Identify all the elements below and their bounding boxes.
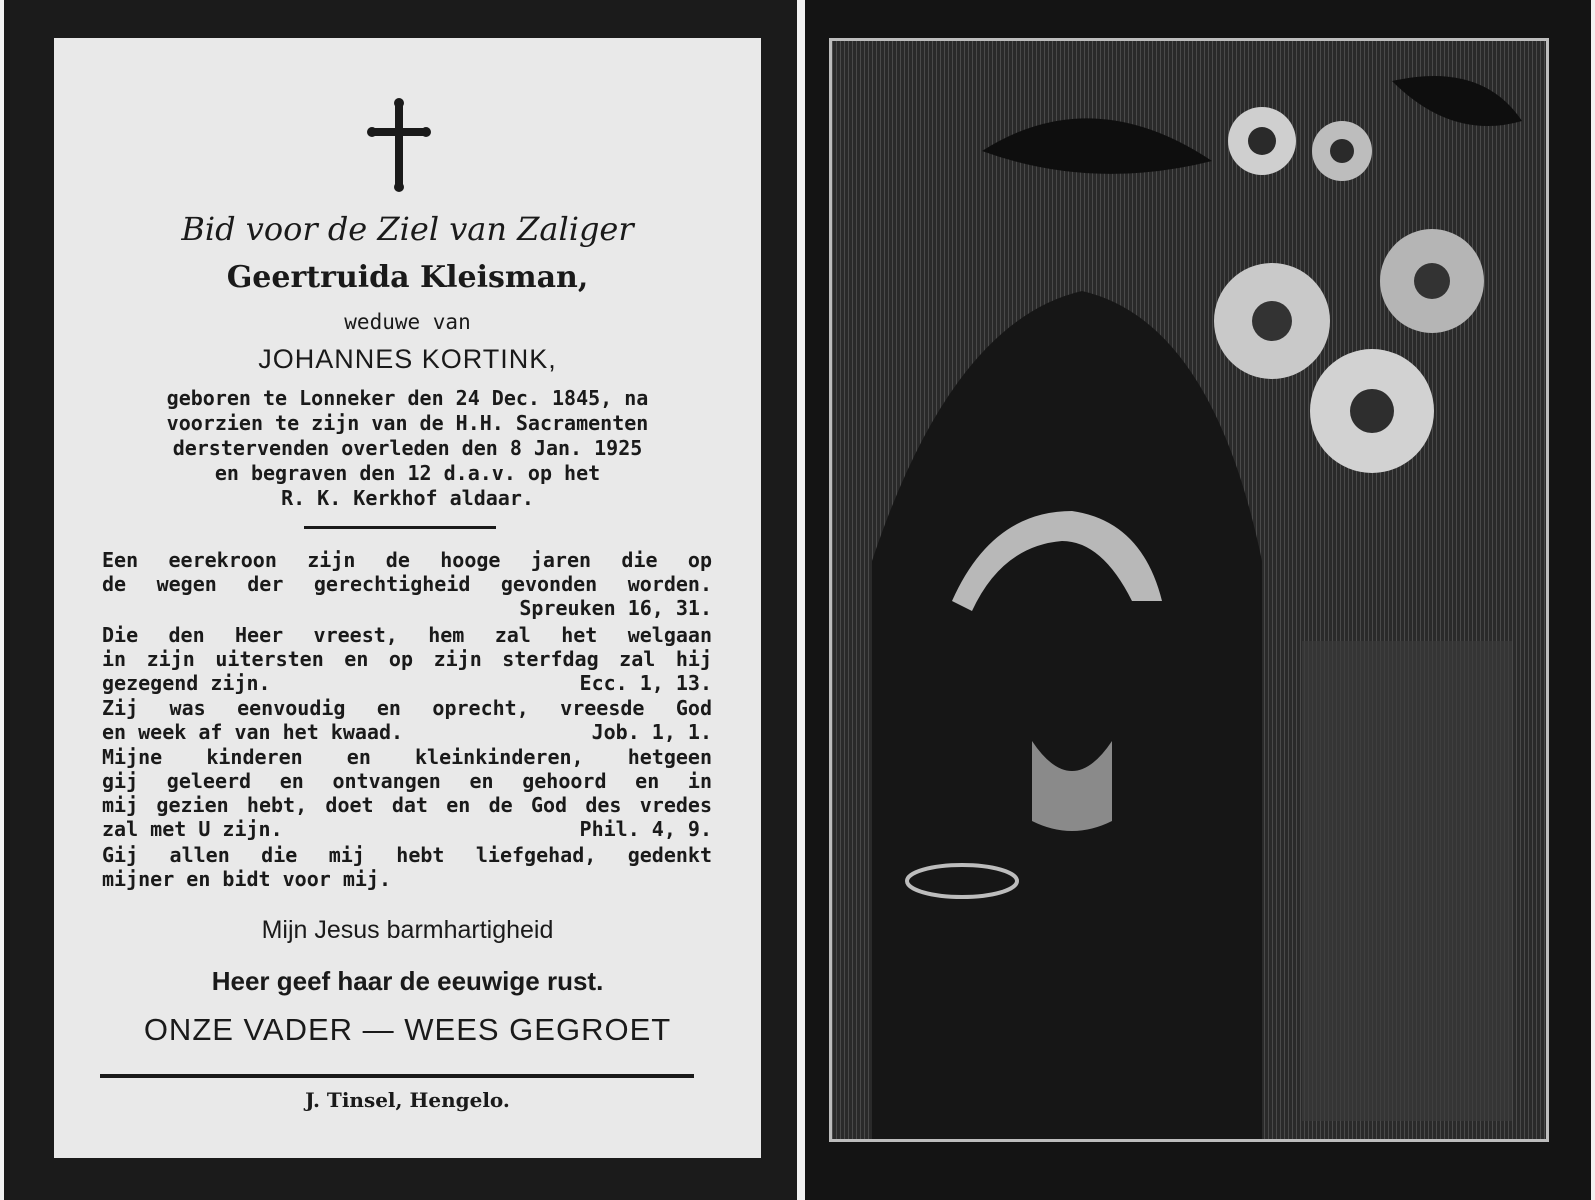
verse-reference: Phil. 4, 9. <box>579 817 712 841</box>
verse-line: in zijn uitersten en op zijn sterfdag zal hij <box>102 647 712 671</box>
heading: Bid voor de Ziel van Zaliger <box>181 210 634 248</box>
flower-icon <box>1380 229 1484 333</box>
flower-icon <box>1228 107 1296 175</box>
cross-icon <box>364 98 434 194</box>
verse-closing <box>102 843 712 891</box>
verse-line: de wegen der gerechtigheid gevonden worden. <box>102 572 712 596</box>
prayer-line: Mijn Jesus barmhartigheid <box>261 916 554 944</box>
flower-icon <box>1312 121 1372 181</box>
relation-text: weduwe van <box>344 310 471 334</box>
bio-line: derstervenden overleden den 8 Jan. 1925 <box>172 436 643 460</box>
verse-job <box>102 696 712 744</box>
verse-line: Mijne kinderen en kleinkinderen, hetgeen <box>102 745 712 769</box>
bio-line: en begraven den 12 d.a.v. op het <box>214 461 601 485</box>
verse-line: mij gezien hebt, doet dat en de God des vredes <box>102 793 712 817</box>
memorial-card-image-side <box>805 0 1591 1200</box>
prayer-line: ONZE VADER — WEES GEGROET <box>143 1012 672 1047</box>
prayer-line: Heer geef haar de eeuwige rust. <box>211 966 604 996</box>
devotional-image <box>829 38 1549 1142</box>
deceased-name: Geertruida Kleisman, <box>226 260 589 295</box>
verse-line: Een eerekroon zijn de hooge jaren die op <box>102 548 712 572</box>
verse-line: zal met U zijn. <box>102 817 283 841</box>
verse-line: Die den Heer vreest, hem zal het welgaan <box>102 623 712 647</box>
verse-philippians <box>102 745 712 841</box>
divider <box>304 526 496 529</box>
printer-credit: J. Tinsel, Hengelo. <box>305 1088 510 1112</box>
divider <box>100 1074 694 1078</box>
verse-reference: Spreuken 16, 31. <box>519 596 712 620</box>
memorial-card-text-side <box>4 0 797 1200</box>
verse-line: Gij allen die mij hebt liefgehad, gedenkt <box>102 843 712 867</box>
flower-icon <box>1214 263 1330 379</box>
verse-line: mijner en bidt voor mij. <box>102 867 391 891</box>
verse-line: en week af van het kwaad. <box>102 720 404 744</box>
verse-reference: Job. 1, 1. <box>591 720 712 744</box>
card-text-page <box>54 38 761 1158</box>
verse-spreuken <box>102 548 712 620</box>
verse-ecclesiastes <box>102 623 712 695</box>
bio-line: R. K. Kerkhof aldaar. <box>281 486 534 510</box>
spouse-name: JOHANNES KORTINK, <box>258 344 557 374</box>
verse-reference: Ecc. 1, 13. <box>579 671 712 695</box>
verse-line: gezegend zijn. <box>102 671 271 695</box>
bio-line: geboren te Lonneker den 24 Dec. 1845, na <box>166 386 649 410</box>
inscription-panel <box>1302 641 1512 1121</box>
verse-line: Zij was eenvoudig en oprecht, vreesde God <box>102 696 712 720</box>
bio-line: voorzien te zijn van de H.H. Sacramenten <box>166 411 649 435</box>
flower-icon <box>1310 349 1434 473</box>
verse-line: gij geleerd en ontvangen en gehoord en in <box>102 769 712 793</box>
